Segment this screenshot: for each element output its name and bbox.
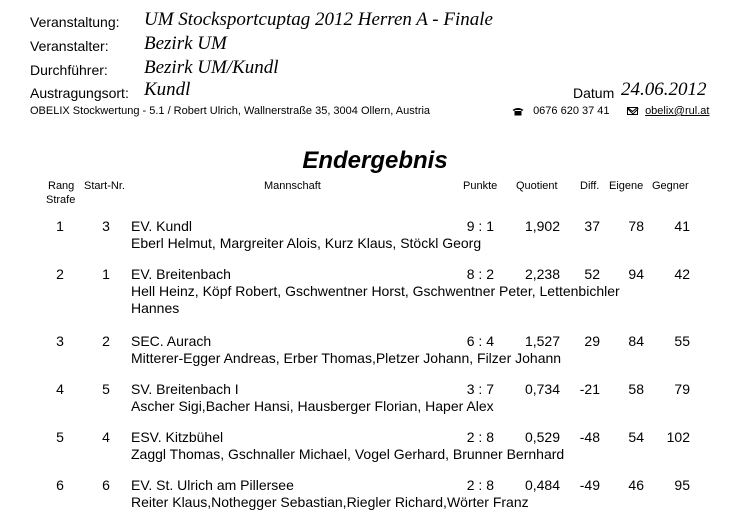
organizer-value: Bezirk UM (144, 33, 227, 54)
venue-value: Kundl (144, 79, 191, 100)
points-cell: 3 : 7 (466, 381, 494, 397)
rank-cell: 1 (56, 218, 64, 234)
team-name-cell: ESV. Kitzbühel (131, 429, 224, 445)
players-cell: Mitterer-Egger Andreas, Erber Thomas,Pletzer Johann, Filzer Johann (131, 350, 562, 366)
players-cell: Reiter Klaus,Nothegger Sebastian,Riegler Richard,Wörter Franz (131, 494, 529, 510)
page-title: Endergebnis (302, 147, 448, 174)
opponent-score-cell: 102 (666, 429, 690, 445)
start-number-cell: 1 (102, 266, 110, 282)
team-name-cell: SEC. Aurach (131, 333, 212, 349)
col-rang: Rang (48, 180, 75, 192)
own-score-cell: 84 (628, 333, 644, 349)
col-gegner: Gegner (652, 180, 689, 192)
software-line: OBELIX Stockwertung - 5.1 / Robert Ulrich, Wallnerstraße 35, 3004 Ollern, Austria (30, 105, 431, 117)
diff-cell: 29 (584, 333, 600, 349)
col-start: Start-Nr. (84, 180, 125, 192)
quotient-cell: 2,238 (524, 266, 560, 282)
start-number-cell: 6 (102, 477, 110, 493)
date-value: 24.06.2012 (621, 79, 707, 100)
team-name-cell: EV. St. Ulrich am Pillersee (131, 477, 294, 493)
start-number-cell: 4 (102, 429, 110, 445)
col-eigene: Eigene (609, 180, 644, 192)
players-cell: Ascher Sigi,Bacher Hansi, Hausberger Florian, Haper Alex (131, 398, 494, 414)
rank-cell: 6 (56, 477, 64, 493)
email-link[interactable]: obelix@rul.at (645, 105, 710, 117)
start-number-cell: 3 (102, 218, 110, 234)
col-strafe: Strafe (46, 194, 76, 206)
players-cell: Hell Heinz, Köpf Robert, Gschwentner Horst, Gschwentner Peter, Lettenbichler (131, 283, 620, 299)
points-cell: 9 : 1 (466, 218, 494, 234)
own-score-cell: 94 (628, 266, 644, 282)
mail-icon (627, 107, 638, 115)
opponent-score-cell: 41 (674, 218, 690, 234)
diff-cell: -48 (579, 429, 600, 445)
start-number-cell: 5 (102, 381, 110, 397)
email-contact (627, 105, 709, 117)
executor-label: Durchführer: (30, 62, 108, 78)
opponent-score-cell: 79 (674, 381, 690, 397)
date-label: Datum (573, 85, 615, 101)
quotient-cell: 1,527 (524, 333, 560, 349)
rank-cell: 5 (56, 429, 64, 445)
quotient-cell: 1,902 (524, 218, 560, 234)
venue-label: Austragungsort: (30, 85, 129, 101)
col-punkte: Punkte (463, 180, 498, 192)
quotient-cell: 0,734 (524, 381, 560, 397)
opponent-score-cell: 95 (674, 477, 690, 493)
quotient-cell: 0,529 (524, 429, 560, 445)
phone-number: 0676 620 37 41 (533, 105, 610, 117)
own-score-cell: 46 (628, 477, 644, 493)
opponent-score-cell: 55 (674, 333, 690, 349)
rank-cell: 3 (56, 333, 64, 349)
col-diff: Diff. (580, 180, 600, 192)
players-cell: Zaggl Thomas, Gschnaller Michael, Vogel Gerhard, Brunner Bernhard (131, 446, 565, 462)
own-score-cell: 54 (628, 429, 644, 445)
points-cell: 2 : 8 (466, 429, 494, 445)
players-cell: Eberl Helmut, Margreiter Alois, Kurz Klaus, Stöckl Georg (131, 235, 482, 251)
event-label: Veranstaltung: (30, 14, 120, 30)
organizer-label: Veranstalter: (30, 38, 109, 54)
diff-cell: 37 (584, 218, 600, 234)
points-cell: 6 : 4 (466, 333, 494, 349)
diff-cell: -49 (579, 477, 600, 493)
event-value: UM Stocksportcuptag 2012 Herren A - Finale (144, 9, 493, 30)
points-cell: 2 : 8 (466, 477, 494, 493)
team-name-cell: EV. Breitenbach (131, 266, 231, 282)
quotient-cell: 0,484 (524, 477, 560, 493)
opponent-score-cell: 42 (674, 266, 690, 282)
own-score-cell: 78 (628, 218, 644, 234)
executor-value: Bezirk UM/Kundl (144, 57, 279, 78)
diff-cell: -21 (579, 381, 600, 397)
start-number-cell: 2 (102, 333, 110, 349)
rank-cell: 2 (56, 266, 64, 282)
rank-cell: 4 (56, 381, 64, 397)
points-cell: 8 : 2 (466, 266, 494, 282)
team-name-cell: SV. Breitenbach I (131, 381, 239, 397)
own-score-cell: 58 (628, 381, 644, 397)
phone-contact (512, 105, 610, 117)
players-cell-continued: Hannes (131, 300, 180, 316)
phone-icon (512, 107, 524, 116)
col-team: Mannschaft (264, 180, 321, 192)
team-name-cell: EV. Kundl (131, 218, 192, 234)
diff-cell: 52 (584, 266, 600, 282)
col-quotient: Quotient (516, 180, 558, 192)
